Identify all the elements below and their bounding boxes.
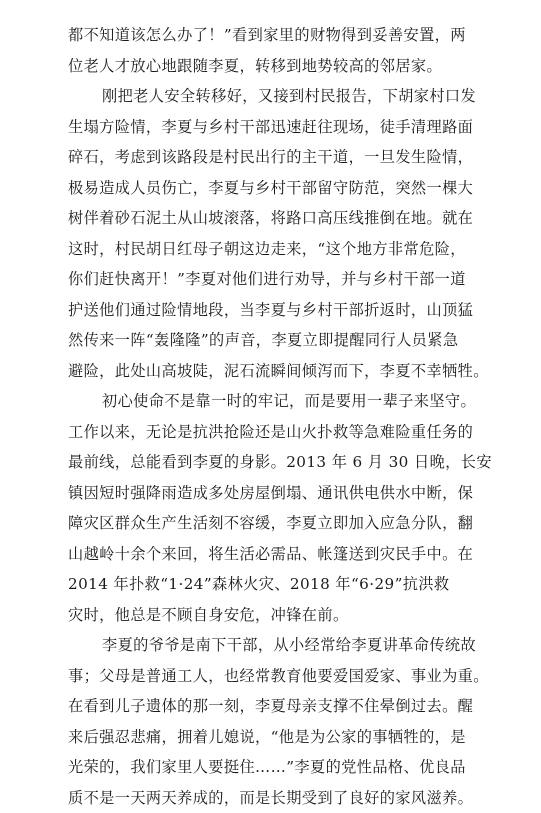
- text-line: 最前线，总能看到李夏的身影。2013 年 6 月 30 日晚，长安: [68, 447, 501, 478]
- text-line: 护送他们通过险情地段，当李夏与乡村干部折返时，山顶猛: [68, 295, 501, 326]
- text-line: 来后强忍悲痛，拥着儿媳说，“他是为公家的事牺牲的，是: [68, 722, 501, 753]
- text-line: 工作以来，无论是抗洪抢险还是山火扑救等急难险重任务的: [68, 417, 501, 448]
- paragraph-landslide: [68, 81, 501, 386]
- text-line: 这时，村民胡日红母子朝这边走来，“这个地方非常危险，: [68, 234, 501, 265]
- text-line: 2014 年扑救“1·24”森林火灾、2018 年“6·29”抗洪救: [68, 569, 501, 600]
- text-line: 事；父母是普通工人，也经常教育他要爱国爱家、事业为重。: [68, 661, 501, 692]
- text-line: 都不知道该怎么办了！”看到家里的财物得到妥善安置，两: [68, 20, 501, 51]
- text-line: 初心使命不是靠一时的牢记，而是要用一辈子来坚守。: [68, 386, 501, 417]
- text-line: 然传来一阵“轰隆隆”的声音，李夏立即提醒同行人员紧急: [68, 325, 501, 356]
- text-line: 你们赶快离开！”李夏对他们进行劝导，并与乡村干部一道: [68, 264, 501, 295]
- text-line: 生塌方险情，李夏与乡村干部迅速赶往现场，徒手清理路面: [68, 112, 501, 143]
- text-line: 灾时，他总是不顾自身安危，冲锋在前。: [68, 600, 501, 631]
- text-line: 光荣的，我们家里人要挺住……”李夏的党性品格、优良品: [68, 752, 501, 783]
- text-line: 在看到儿子遗体的那一刻，李夏母亲支撑不住晕倒过去。醒: [68, 691, 501, 722]
- text-line: 避险，此处山高坡陡，泥石流瞬间倾泻而下，李夏不幸牺牲。: [68, 356, 501, 387]
- text-line: 李夏的爷爷是南下干部，从小经常给李夏讲革命传统故: [68, 630, 501, 661]
- text-line: 镇因短时强降雨造成多处房屋倒塌、通讯供电供水中断，保: [68, 478, 501, 509]
- paragraph-continued: [68, 20, 501, 81]
- text-line: 山越岭十余个来回，将生活必需品、帐篷送到灾民手中。在: [68, 539, 501, 570]
- paragraph-mission: [68, 386, 501, 630]
- text-line: 碎石，考虑到该路段是村民出行的主干道，一旦发生险情，: [68, 142, 501, 173]
- text-line: 极易造成人员伤亡，李夏与乡村干部留守防范，突然一棵大: [68, 173, 501, 204]
- text-line: 刚把老人安全转移好，又接到村民报告，下胡家村口发: [68, 81, 501, 112]
- text-line: 障灾区群众生产生活刻不容缓，李夏立即加入应急分队，翻: [68, 508, 501, 539]
- text-line: 位老人才放心地跟随李夏，转移到地势较高的邻居家。: [68, 51, 501, 82]
- text-line: 树伴着砂石泥土从山坡滚落，将路口高压线推倒在地。就在: [68, 203, 501, 234]
- paragraph-family: [68, 630, 501, 813]
- text-line: 质不是一天两天养成的，而是长期受到了良好的家风滋养。: [68, 783, 501, 813]
